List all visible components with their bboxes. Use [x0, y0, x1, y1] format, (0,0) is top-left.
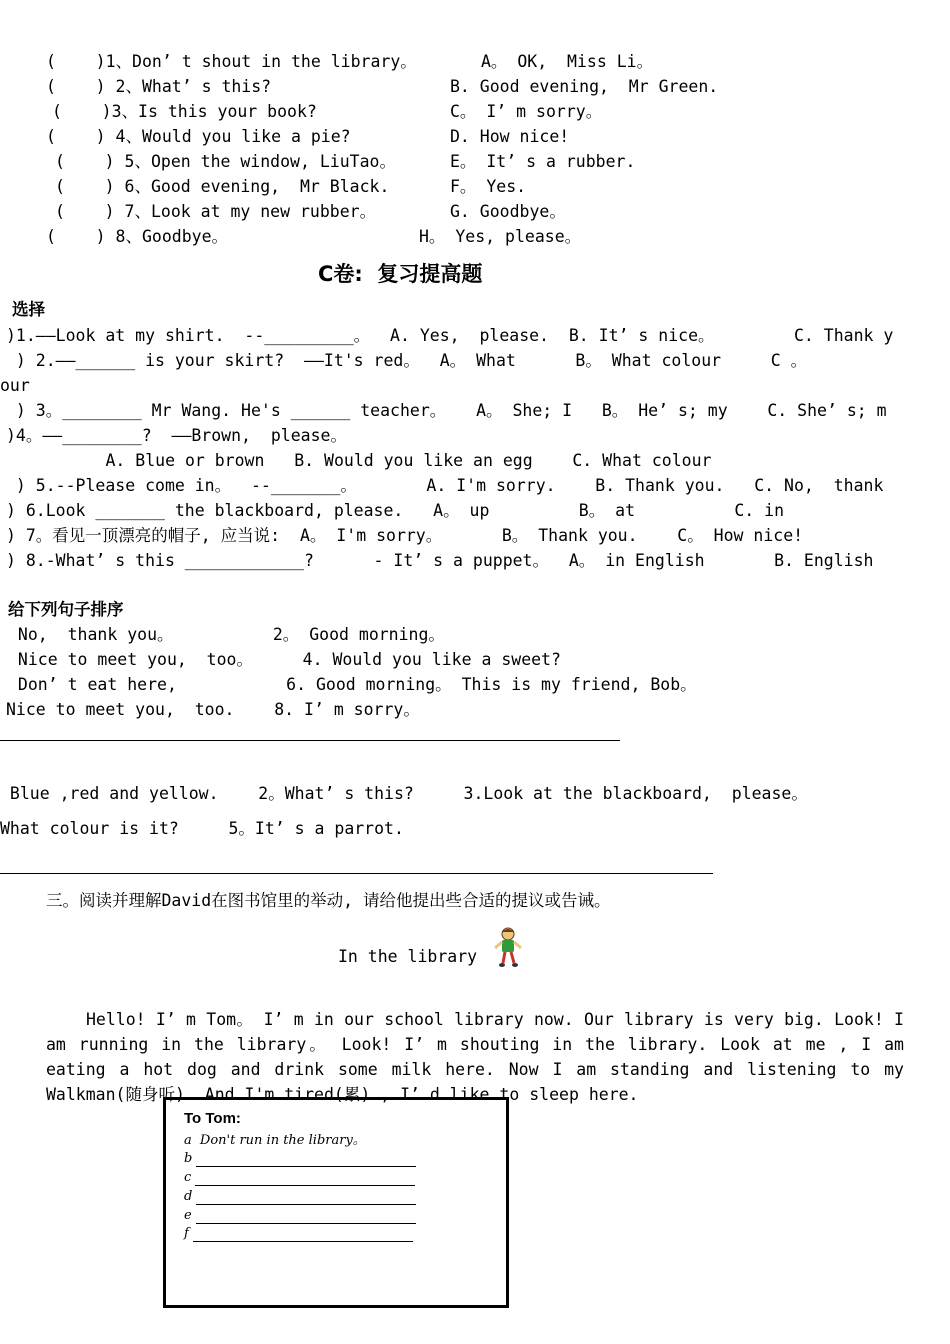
box-row-b: [184, 1151, 416, 1167]
match-question: ( ) 8、Goodbye。: [46, 227, 229, 246]
story-text: Hello! I’ m Tom。 I’ m in our school library now. Our library is very big. Look! I am running in the library。 Look! I’ m shouting in the library. Look at me , I am eating a hot dog and drink some milk here. Now I am standing and listening to my Walkman(随身听). And I'm tired(累) , I’ d like to sleep here.: [46, 1009, 904, 1104]
choose-heading: 选择: [12, 300, 45, 319]
choose-line: ) 3。________ Mr Wang. He's ______ teacher。 A。 She; I B。 He’ s; my C. She’ s; m: [6, 401, 887, 420]
choose-line: ) 6.Look _______ the blackboard, please. A。 up B。 at C. in: [6, 501, 785, 520]
story-title: In the library: [338, 947, 478, 966]
box-letter: c: [184, 1170, 192, 1185]
match-question: ( ) 2、What’ s this?: [46, 77, 272, 96]
box-title: To Tom:: [184, 1110, 241, 1127]
section-title: C卷: 复习提高题: [318, 262, 483, 286]
answer-blank[interactable]: [196, 1192, 416, 1205]
order-line: Blue ,red and yellow. 2。What’ s this? 3.Look at the blackboard, please。: [0, 784, 808, 803]
order-line: Nice to meet you, too. 8. I’ m sorry。: [6, 700, 420, 719]
match-answer: F。 Yes.: [450, 177, 527, 196]
match-answer: D. How nice!: [450, 127, 570, 146]
box-letter: a: [184, 1133, 192, 1148]
choose-line: ) 5.--Please come in。 --_______。 A. I'm sorry. B. Thank you. C. No, thank: [6, 476, 884, 495]
order-line: Don’ t eat here, 6. Good morning。 This is my friend, Bob。: [8, 675, 697, 694]
box-letter: b: [184, 1151, 193, 1166]
match-question: ( ) 5、Open the window, LiuTao。: [55, 152, 396, 171]
answer-blank[interactable]: [196, 1154, 416, 1167]
match-answer: B. Good evening, Mr Green.: [450, 77, 719, 96]
order-line: What colour is it? 5。It’ s a parrot.: [0, 819, 404, 838]
match-answer: E。 It’ s a rubber.: [450, 152, 636, 171]
order-line: Nice to meet you, too。 4. Would you like a sweet?: [8, 650, 561, 669]
choose-line: )1.——Look at my shirt. --_________。 A. Yes, please. B. It’ s nice。 C. Thank y: [6, 326, 894, 345]
order-line: No, thank you。 2。 Good morning。: [8, 625, 445, 644]
match-question: ( ) 7、Look at my new rubber。: [55, 202, 377, 221]
box-row-e: [184, 1208, 416, 1224]
box-row-d: [184, 1189, 416, 1205]
box-row-f: [184, 1226, 413, 1242]
choose-line: ) 2.——______ is your skirt? ——It's red。 A。 What B。 What colour C 。: [6, 351, 808, 370]
box-row-c: [184, 1170, 415, 1186]
match-answer: A。 OK, Miss Li。: [481, 52, 654, 71]
match-question: ( ) 4、Would you like a pie?: [46, 127, 351, 146]
choose-line: )4。——________? ——Brown, please。: [6, 426, 347, 445]
match-question: ( )3、Is this your book?: [52, 102, 317, 121]
answer-blank[interactable]: [195, 1173, 415, 1186]
match-answer: H。 Yes, please。: [419, 227, 582, 246]
box-example: Don't run in the library。: [199, 1133, 366, 1148]
answer-line[interactable]: [0, 873, 713, 874]
match-question: ( )1、Don’ t shout in the library。: [46, 52, 417, 71]
box-letter: e: [184, 1208, 192, 1223]
child-figure-icon: [492, 926, 524, 968]
answer-line[interactable]: [0, 740, 620, 741]
choose-line: A. Blue or brown B. Would you like an egg C. What colour: [26, 451, 712, 470]
choose-line: ) 8.-What’ s this ____________? - It’ s a puppet。 A。 in English B. English: [6, 551, 874, 570]
order-heading: 给下列句子排序: [8, 600, 124, 619]
choose-line: our: [0, 376, 30, 395]
match-question: ( ) 6、Good evening, Mr Black.: [55, 177, 390, 196]
answer-box: [163, 1097, 509, 1308]
answer-blank[interactable]: [196, 1211, 416, 1224]
match-answer: C。 I’ m sorry。: [450, 102, 603, 121]
box-letter: f: [184, 1226, 189, 1241]
box-letter: d: [184, 1189, 193, 1204]
match-answer: G. Goodbye。: [450, 202, 566, 221]
choose-line: ) 7。看见一顶漂亮的帽子, 应当说: A。 I'm sorry。 B。 Thank you. C。 How nice!: [6, 526, 804, 545]
box-row-a: [184, 1133, 366, 1149]
answer-blank[interactable]: [193, 1229, 413, 1242]
reading-instruction: 三。阅读并理解David在图书馆里的举动, 请给他提出些合适的提议或告诫。: [46, 891, 611, 910]
